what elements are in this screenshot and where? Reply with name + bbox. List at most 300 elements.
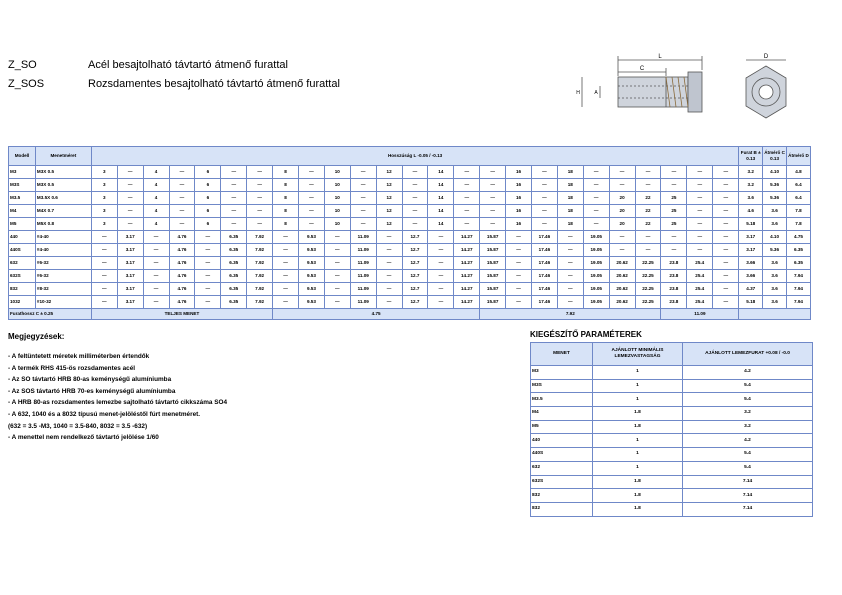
extra-vastag-cell: 1.8 bbox=[593, 407, 683, 421]
value-cell: 25.4 bbox=[687, 270, 713, 283]
value-cell: 15.87 bbox=[480, 231, 506, 244]
extra-vastag-cell: 1.8 bbox=[593, 489, 683, 503]
extra-furat-cell: 3.2 bbox=[683, 407, 813, 421]
value-cell: 4.76 bbox=[169, 270, 195, 283]
value-cell: 16 bbox=[506, 179, 532, 192]
value-cell: 3.17 bbox=[117, 244, 143, 257]
value-cell: — bbox=[376, 257, 402, 270]
extra-menet-cell: 440 bbox=[531, 434, 593, 448]
value-cell: 20 bbox=[609, 218, 635, 231]
value-cell: 11.09 bbox=[350, 244, 376, 257]
value-cell: 19.05 bbox=[583, 283, 609, 296]
value-cell: 6 bbox=[195, 218, 221, 231]
value-cell: — bbox=[609, 179, 635, 192]
value-cell: 4.8 bbox=[786, 166, 810, 179]
value-cell: 15.87 bbox=[480, 257, 506, 270]
value-cell: — bbox=[428, 231, 454, 244]
value-cell: 10 bbox=[324, 192, 350, 205]
note-line: - Az SO távtartó HRB 80-as keménységű alumíniumba bbox=[8, 376, 172, 384]
value-cell: — bbox=[169, 179, 195, 192]
value-cell: 12 bbox=[376, 192, 402, 205]
value-cell: 19.05 bbox=[583, 231, 609, 244]
value-cell: 4 bbox=[143, 218, 169, 231]
value-cell: — bbox=[195, 283, 221, 296]
value-cell: — bbox=[428, 270, 454, 283]
value-cell: — bbox=[298, 205, 324, 218]
value-cell: — bbox=[117, 192, 143, 205]
note-line: - A termék RHS 415-ös rozsdamentes acél bbox=[8, 364, 136, 372]
value-cell: 4 bbox=[143, 205, 169, 218]
value-cell: — bbox=[687, 192, 713, 205]
extra-col-vastag: AJÁNLOTT MINIMÁLIS LEMEZVASTAGSÁG bbox=[593, 343, 683, 366]
value-cell: — bbox=[221, 166, 247, 179]
value-cell: 11.09 bbox=[350, 283, 376, 296]
table-row bbox=[531, 448, 813, 462]
note-line: - A feltüntetett méretek milliméterben értendők bbox=[8, 353, 150, 360]
extra-params-title: KIEGÉSZÍTŐ PARAMÉTEREK bbox=[530, 330, 642, 339]
footer-empty bbox=[739, 309, 811, 320]
value-cell: 18 bbox=[557, 205, 583, 218]
value-cell: — bbox=[117, 166, 143, 179]
value-cell: 22.25 bbox=[635, 257, 661, 270]
value-cell: — bbox=[324, 283, 350, 296]
value-cell: 23.8 bbox=[661, 283, 687, 296]
value-cell: 7.92 bbox=[247, 231, 273, 244]
value-cell: — bbox=[480, 192, 506, 205]
value-cell: 4.76 bbox=[169, 283, 195, 296]
value-cell: 17.46 bbox=[531, 244, 557, 257]
value-cell: 8 bbox=[273, 205, 299, 218]
value-cell: 3 bbox=[91, 179, 117, 192]
label-a: A bbox=[594, 90, 598, 96]
value-cell: 11.09 bbox=[350, 231, 376, 244]
value-cell: — bbox=[91, 244, 117, 257]
value-cell: 17.46 bbox=[531, 283, 557, 296]
value-cell: 20 bbox=[609, 205, 635, 218]
value-cell: 4.10 bbox=[763, 231, 787, 244]
value-cell: — bbox=[195, 244, 221, 257]
value-cell: — bbox=[557, 257, 583, 270]
table-row bbox=[9, 166, 811, 179]
value-cell: 10 bbox=[324, 218, 350, 231]
footer-value: 7.92 bbox=[480, 309, 661, 320]
notes-title: Megjegyzések: bbox=[8, 332, 65, 341]
value-cell: — bbox=[195, 231, 221, 244]
extra-col-furat: AJÁNLOTT LEMEZFURAT +0.08 / -0.0 bbox=[683, 343, 813, 366]
value-cell: 9.53 bbox=[298, 231, 324, 244]
extra-vastag-cell: 1 bbox=[593, 461, 683, 475]
value-cell: — bbox=[454, 179, 480, 192]
extra-vastag-cell: 1 bbox=[593, 379, 683, 393]
value-cell: — bbox=[273, 244, 299, 257]
value-cell: — bbox=[687, 205, 713, 218]
side-view bbox=[582, 56, 702, 112]
value-cell: — bbox=[506, 296, 532, 309]
thread-cell: #6-32 bbox=[35, 257, 91, 270]
value-cell: 7.94 bbox=[786, 283, 810, 296]
extra-params-table bbox=[530, 342, 813, 517]
value-cell: — bbox=[298, 192, 324, 205]
value-cell: 19.05 bbox=[583, 270, 609, 283]
value-cell: 12.7 bbox=[402, 270, 428, 283]
value-cell: 7.94 bbox=[786, 296, 810, 309]
value-cell: — bbox=[324, 244, 350, 257]
model-cell: 1032 bbox=[9, 296, 36, 309]
value-cell: 15.87 bbox=[480, 296, 506, 309]
value-cell: 12.7 bbox=[402, 296, 428, 309]
value-cell: 18 bbox=[557, 192, 583, 205]
value-cell: 22 bbox=[635, 192, 661, 205]
value-cell: 4.76 bbox=[169, 296, 195, 309]
value-cell: 25.4 bbox=[687, 257, 713, 270]
extra-col-menet: MENET bbox=[531, 343, 593, 366]
value-cell: — bbox=[609, 244, 635, 257]
value-cell: — bbox=[557, 244, 583, 257]
model-cell: M5 bbox=[9, 218, 36, 231]
value-cell: — bbox=[91, 257, 117, 270]
value-cell: 5.18 bbox=[739, 296, 763, 309]
table-footer-row bbox=[9, 309, 811, 320]
value-cell: 3.17 bbox=[117, 231, 143, 244]
value-cell: 4.76 bbox=[169, 244, 195, 257]
extra-vastag-cell: 1 bbox=[593, 366, 683, 380]
extra-furat-cell: 7.14 bbox=[683, 502, 813, 516]
label-l: L bbox=[658, 54, 662, 60]
value-cell: — bbox=[454, 205, 480, 218]
value-cell: — bbox=[402, 166, 428, 179]
table-row bbox=[531, 366, 813, 380]
value-cell: 23.8 bbox=[661, 270, 687, 283]
value-cell: — bbox=[428, 257, 454, 270]
thread-cell: M3X 0.5 bbox=[35, 179, 91, 192]
footer-full-thread: TELJES MENET bbox=[91, 309, 272, 320]
value-cell: 22 bbox=[635, 218, 661, 231]
value-cell: 7.92 bbox=[247, 296, 273, 309]
value-cell: 4 bbox=[143, 166, 169, 179]
value-cell: — bbox=[635, 166, 661, 179]
model-cell: 440 bbox=[9, 231, 36, 244]
value-cell: — bbox=[531, 192, 557, 205]
extra-vastag-cell: 1.8 bbox=[593, 475, 683, 489]
value-cell: 3.17 bbox=[739, 231, 763, 244]
value-cell: — bbox=[713, 296, 739, 309]
value-cell: — bbox=[713, 166, 739, 179]
value-cell: 9.53 bbox=[298, 296, 324, 309]
value-cell: — bbox=[221, 205, 247, 218]
thread-cell: M5X 0.8 bbox=[35, 218, 91, 231]
value-cell: 20 bbox=[609, 192, 635, 205]
value-cell: 4.75 bbox=[786, 231, 810, 244]
value-cell: 22.25 bbox=[635, 296, 661, 309]
product-code: Z_SOS bbox=[8, 78, 45, 90]
value-cell: — bbox=[480, 218, 506, 231]
value-cell: 9.53 bbox=[298, 283, 324, 296]
model-cell: 832 bbox=[9, 283, 36, 296]
value-cell: — bbox=[324, 296, 350, 309]
header-line-2 bbox=[8, 77, 528, 91]
value-cell: — bbox=[687, 218, 713, 231]
value-cell: 8 bbox=[273, 192, 299, 205]
value-cell: — bbox=[531, 205, 557, 218]
value-cell: — bbox=[713, 283, 739, 296]
value-cell: 16 bbox=[506, 205, 532, 218]
value-cell: — bbox=[169, 218, 195, 231]
extra-menet-cell: 632S bbox=[531, 475, 593, 489]
extra-vastag-cell: 1 bbox=[593, 434, 683, 448]
table-row bbox=[9, 296, 811, 309]
value-cell: 3 bbox=[91, 166, 117, 179]
table-row bbox=[531, 475, 813, 489]
value-cell: 8 bbox=[273, 179, 299, 192]
value-cell: — bbox=[635, 231, 661, 244]
value-cell: — bbox=[454, 192, 480, 205]
value-cell: — bbox=[480, 205, 506, 218]
value-cell: 6 bbox=[195, 166, 221, 179]
value-cell: — bbox=[583, 218, 609, 231]
value-cell: — bbox=[143, 296, 169, 309]
value-cell: — bbox=[143, 270, 169, 283]
value-cell: — bbox=[713, 205, 739, 218]
value-cell: — bbox=[376, 283, 402, 296]
model-cell: 440S bbox=[9, 244, 36, 257]
value-cell: 20.62 bbox=[609, 283, 635, 296]
value-cell: — bbox=[195, 296, 221, 309]
value-cell: 4.6 bbox=[739, 205, 763, 218]
value-cell: — bbox=[221, 179, 247, 192]
value-cell: — bbox=[713, 231, 739, 244]
table-row bbox=[9, 270, 811, 283]
value-cell: 19.05 bbox=[583, 257, 609, 270]
value-cell: 16 bbox=[506, 166, 532, 179]
value-cell: — bbox=[169, 166, 195, 179]
value-cell: — bbox=[350, 179, 376, 192]
thread-cell: #10-32 bbox=[35, 296, 91, 309]
value-cell: — bbox=[583, 166, 609, 179]
value-cell: 19.05 bbox=[583, 296, 609, 309]
value-cell: — bbox=[247, 192, 273, 205]
value-cell: 22.25 bbox=[635, 283, 661, 296]
value-cell: 20.62 bbox=[609, 270, 635, 283]
model-cell: M4 bbox=[9, 205, 36, 218]
value-cell: 10 bbox=[324, 205, 350, 218]
label-c: C bbox=[639, 66, 645, 72]
value-cell: — bbox=[169, 205, 195, 218]
value-cell: — bbox=[531, 218, 557, 231]
extra-menet-cell: M4 bbox=[531, 407, 593, 421]
value-cell: 7.8 bbox=[786, 205, 810, 218]
value-cell: — bbox=[376, 244, 402, 257]
value-cell: 20.62 bbox=[609, 257, 635, 270]
table-row bbox=[9, 179, 811, 192]
header-line-1 bbox=[8, 58, 528, 72]
value-cell: — bbox=[221, 192, 247, 205]
value-cell: — bbox=[454, 166, 480, 179]
value-cell: 3.6 bbox=[763, 205, 787, 218]
value-cell: 14.27 bbox=[454, 257, 480, 270]
value-cell: — bbox=[661, 179, 687, 192]
thread-cell: #4-40 bbox=[35, 244, 91, 257]
value-cell: — bbox=[376, 270, 402, 283]
value-cell: — bbox=[273, 296, 299, 309]
value-cell: — bbox=[480, 179, 506, 192]
value-cell: — bbox=[687, 179, 713, 192]
value-cell: — bbox=[557, 270, 583, 283]
value-cell: — bbox=[350, 192, 376, 205]
value-cell: 23.8 bbox=[661, 257, 687, 270]
value-cell: 3.6 bbox=[763, 296, 787, 309]
value-cell: — bbox=[221, 218, 247, 231]
value-cell: 3.6 bbox=[763, 218, 787, 231]
table-row bbox=[9, 283, 811, 296]
table-row bbox=[531, 407, 813, 421]
value-cell: 9.53 bbox=[298, 244, 324, 257]
value-cell: — bbox=[117, 205, 143, 218]
notes-list bbox=[8, 351, 508, 444]
extra-header-row bbox=[531, 343, 813, 366]
value-cell: 14.27 bbox=[454, 296, 480, 309]
extra-menet-cell: 440S bbox=[531, 448, 593, 462]
value-cell: 11.09 bbox=[350, 270, 376, 283]
value-cell: 25.4 bbox=[687, 296, 713, 309]
value-cell: — bbox=[117, 179, 143, 192]
value-cell: 11.09 bbox=[350, 296, 376, 309]
value-cell: 16 bbox=[506, 218, 532, 231]
value-cell: 5.36 bbox=[763, 244, 787, 257]
model-cell: M3 bbox=[9, 166, 36, 179]
value-cell: 25.4 bbox=[687, 283, 713, 296]
value-cell: 3.66 bbox=[739, 270, 763, 283]
value-cell: — bbox=[583, 179, 609, 192]
thread-cell: #8-32 bbox=[35, 283, 91, 296]
value-cell: 7.94 bbox=[786, 270, 810, 283]
model-cell: M3.5 bbox=[9, 192, 36, 205]
value-cell: — bbox=[91, 231, 117, 244]
label-h: H bbox=[576, 90, 580, 96]
footer-value: 4.75 bbox=[273, 309, 480, 320]
value-cell: — bbox=[713, 192, 739, 205]
value-cell: 11.09 bbox=[350, 257, 376, 270]
model-cell: 632S bbox=[9, 270, 36, 283]
table-row bbox=[531, 461, 813, 475]
value-cell: — bbox=[713, 218, 739, 231]
value-cell: — bbox=[298, 218, 324, 231]
note-line: (632 = 3.5 -M3, 1040 = 3.5-840, 8032 = 3.5 -632) bbox=[8, 422, 148, 430]
table-row bbox=[9, 244, 811, 257]
extra-furat-cell: 5.4 bbox=[683, 379, 813, 393]
table-row bbox=[531, 434, 813, 448]
value-cell: — bbox=[557, 296, 583, 309]
value-cell: — bbox=[583, 205, 609, 218]
table-row bbox=[9, 205, 811, 218]
value-cell: 4.10 bbox=[763, 166, 787, 179]
value-cell: 3.6 bbox=[763, 257, 787, 270]
value-cell: 18 bbox=[557, 179, 583, 192]
table-row bbox=[9, 231, 811, 244]
value-cell: 6.4 bbox=[786, 192, 810, 205]
col-header-hossz: Hosszúság L -0.05 / -0.13 bbox=[91, 147, 739, 166]
model-cell: 632 bbox=[9, 257, 36, 270]
value-cell: 4 bbox=[143, 179, 169, 192]
value-cell: — bbox=[247, 179, 273, 192]
thread-cell: #6-32 bbox=[35, 270, 91, 283]
value-cell: 6.35 bbox=[786, 257, 810, 270]
value-cell: 3.6 bbox=[763, 270, 787, 283]
value-cell: — bbox=[661, 244, 687, 257]
value-cell: 15.87 bbox=[480, 270, 506, 283]
value-cell: — bbox=[169, 192, 195, 205]
value-cell: 15.87 bbox=[480, 244, 506, 257]
extra-vastag-cell: 1 bbox=[593, 393, 683, 407]
value-cell: 10 bbox=[324, 179, 350, 192]
value-cell: — bbox=[687, 231, 713, 244]
table-header-row bbox=[9, 147, 811, 166]
value-cell: — bbox=[143, 283, 169, 296]
value-cell: 14.27 bbox=[454, 270, 480, 283]
value-cell: — bbox=[661, 166, 687, 179]
value-cell: 20.62 bbox=[609, 296, 635, 309]
value-cell: 14.27 bbox=[454, 244, 480, 257]
thread-cell: M3X 0.5 bbox=[35, 166, 91, 179]
value-cell: 14 bbox=[428, 179, 454, 192]
value-cell: — bbox=[298, 179, 324, 192]
value-cell: — bbox=[428, 283, 454, 296]
value-cell: 19.05 bbox=[583, 244, 609, 257]
value-cell: 7.92 bbox=[247, 283, 273, 296]
value-cell: 6.35 bbox=[221, 244, 247, 257]
value-cell: 7.92 bbox=[247, 244, 273, 257]
thread-cell: M3.5X 0.6 bbox=[35, 192, 91, 205]
value-cell: 3.2 bbox=[739, 166, 763, 179]
col-header-atmero-d: Átmérő D bbox=[786, 147, 810, 166]
notes-section bbox=[8, 332, 508, 444]
value-cell: — bbox=[428, 296, 454, 309]
col-header-modell: Modell bbox=[9, 147, 36, 166]
value-cell: — bbox=[324, 231, 350, 244]
value-cell: 5.18 bbox=[739, 218, 763, 231]
extra-menet-cell: M5 bbox=[531, 420, 593, 434]
value-cell: 12.7 bbox=[402, 257, 428, 270]
value-cell: 4.37 bbox=[739, 283, 763, 296]
value-cell: 25 bbox=[661, 192, 687, 205]
value-cell: — bbox=[247, 205, 273, 218]
value-cell: 6.35 bbox=[221, 296, 247, 309]
value-cell: 12 bbox=[376, 179, 402, 192]
value-cell: 8 bbox=[273, 166, 299, 179]
value-cell: 3.2 bbox=[739, 179, 763, 192]
value-cell: 3.17 bbox=[117, 296, 143, 309]
value-cell: — bbox=[506, 257, 532, 270]
value-cell: 8 bbox=[273, 218, 299, 231]
value-cell: 22 bbox=[635, 205, 661, 218]
value-cell: 4 bbox=[143, 192, 169, 205]
value-cell: 14.27 bbox=[454, 231, 480, 244]
value-cell: — bbox=[506, 231, 532, 244]
table-row bbox=[9, 192, 811, 205]
table-row bbox=[531, 502, 813, 516]
value-cell: 3.6 bbox=[763, 283, 787, 296]
value-cell: 6 bbox=[195, 192, 221, 205]
extra-vastag-cell: 1.8 bbox=[593, 420, 683, 434]
value-cell: 9.53 bbox=[298, 270, 324, 283]
value-cell: — bbox=[247, 166, 273, 179]
value-cell: 15.87 bbox=[480, 283, 506, 296]
value-cell: — bbox=[661, 231, 687, 244]
value-cell: — bbox=[273, 283, 299, 296]
value-cell: — bbox=[324, 257, 350, 270]
product-title: Rozsdamentes besajtolható távtartó átmenő furattal bbox=[88, 78, 340, 90]
value-cell: 17.46 bbox=[531, 231, 557, 244]
value-cell: 12 bbox=[376, 166, 402, 179]
